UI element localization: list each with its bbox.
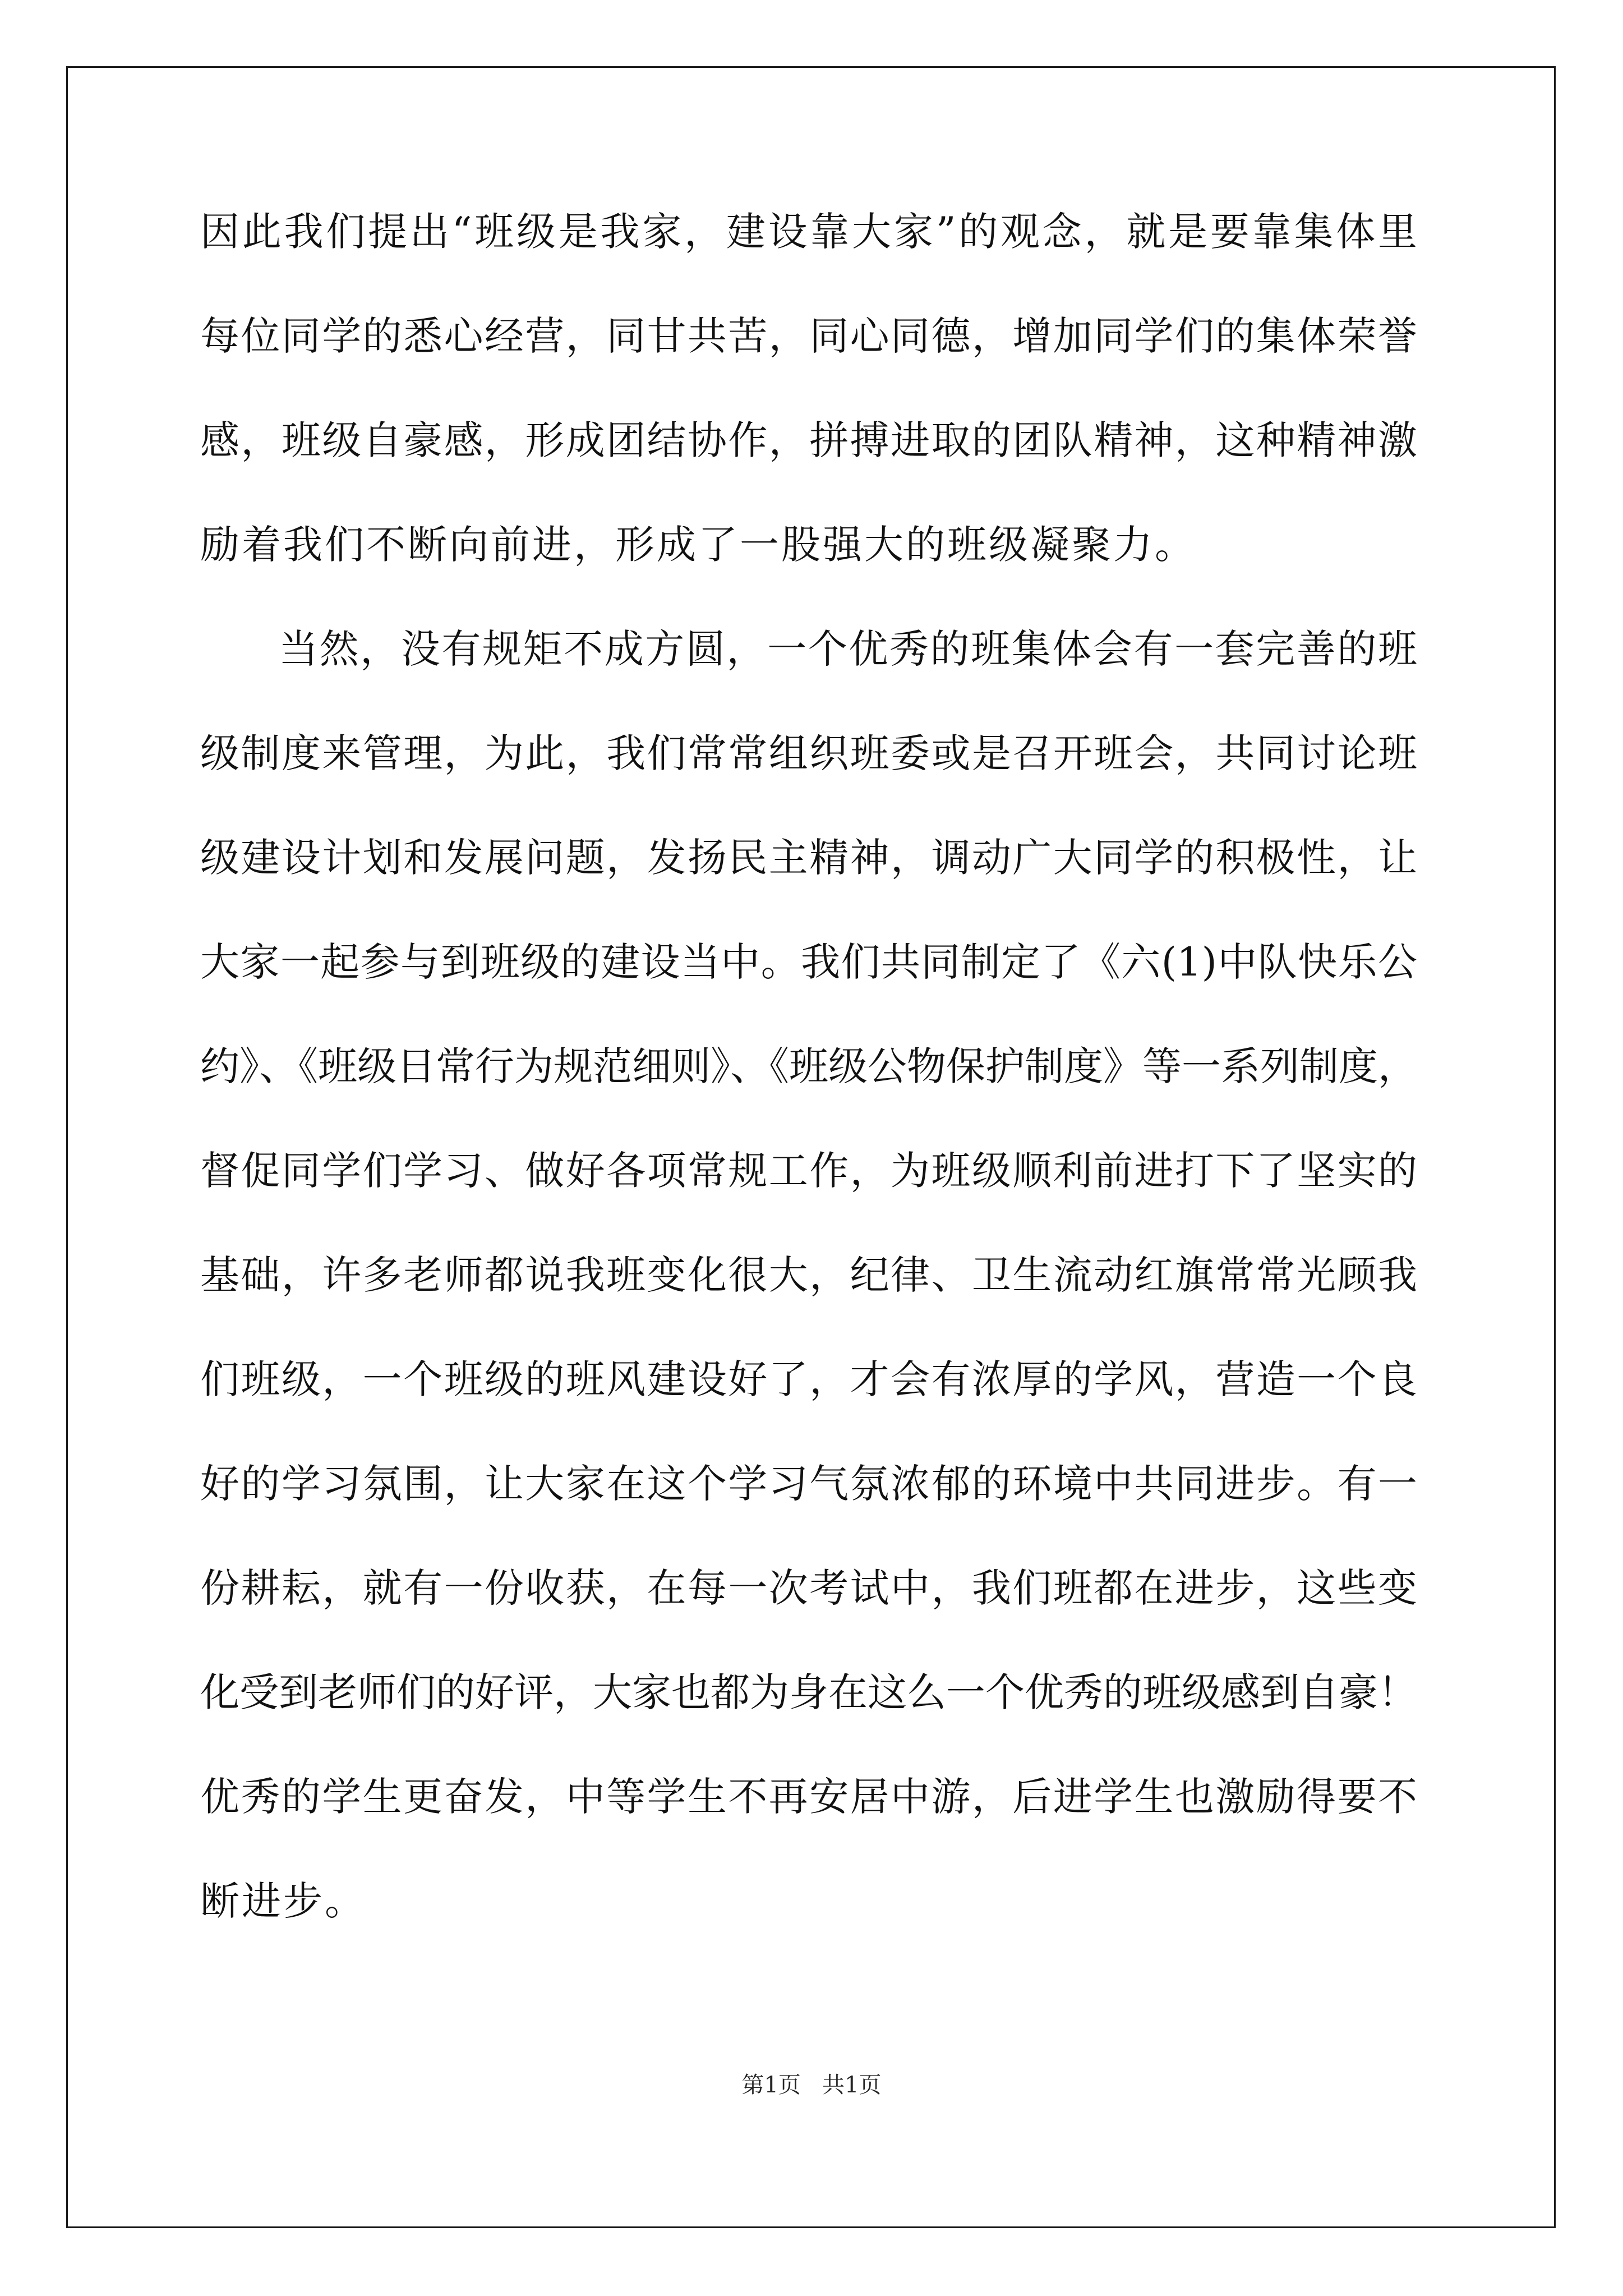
text-line: 断进步。 [200, 1878, 366, 1924]
paragraph [200, 626, 1417, 1986]
text-line: 每位同学的悉心经营，同甘共苦，同心同德，增加同学们的集体荣誉 [200, 313, 1417, 359]
text-line: 级建设计划和发展问题，发扬民主精神，调动广大同学的积极性，让 [200, 835, 1417, 881]
text-line: 督促同学们学习、做好各项常规工作，为班级顺利前进打下了坚实的 [200, 1148, 1417, 1194]
text-line: 级制度来管理，为此，我们常常组织班委或是召开班会，共同讨论班 [200, 730, 1417, 776]
text-line: 化受到老师们的好评，大家也都为身在这么一个优秀的班级感到自豪！ [200, 1669, 1417, 1715]
page-number-footer: 第1页 共1页 [741, 2072, 882, 2098]
text-line: 们班级，一个班级的班风建设好了，才会有浓厚的学风，营造一个良 [200, 1356, 1417, 1402]
text-line: 好的学习氛围，让大家在这个学习气氛浓郁的环境中共同进步。有一 [200, 1461, 1417, 1507]
text-line: 因此我们提出“班级是我家，建设靠大家”的观念，就是要靠集体里 [200, 209, 1417, 255]
text-line: 大家一起参与到班级的建设当中。我们共同制定了《六(1)中队快乐公 [200, 939, 1417, 985]
document-body [200, 209, 1417, 1986]
text-line: 约》、《班级日常行为规范细则》、《班级公物保护制度》等一系列制度， [200, 1043, 1417, 1089]
paragraph [200, 209, 1417, 629]
text-line: 当然，没有规矩不成方圆，一个优秀的班集体会有一套完善的班 [279, 626, 1417, 672]
text-line: 基础，许多老师都说我班变化很大，纪律、卫生流动红旗常常光顾我 [200, 1252, 1417, 1298]
text-line: 励着我们不断向前进，形成了一股强大的班级凝聚力。 [200, 522, 1196, 568]
text-line: 感，班级自豪感，形成团结协作，拼搏进取的团队精神，这种精神激 [200, 417, 1417, 463]
text-line: 份耕耘，就有一份收获，在每一次考试中，我们班都在进步，这些变 [200, 1565, 1417, 1611]
text-line: 优秀的学生更奋发，中等学生不再安居中游，后进学生也激励得要不 [200, 1774, 1417, 1820]
